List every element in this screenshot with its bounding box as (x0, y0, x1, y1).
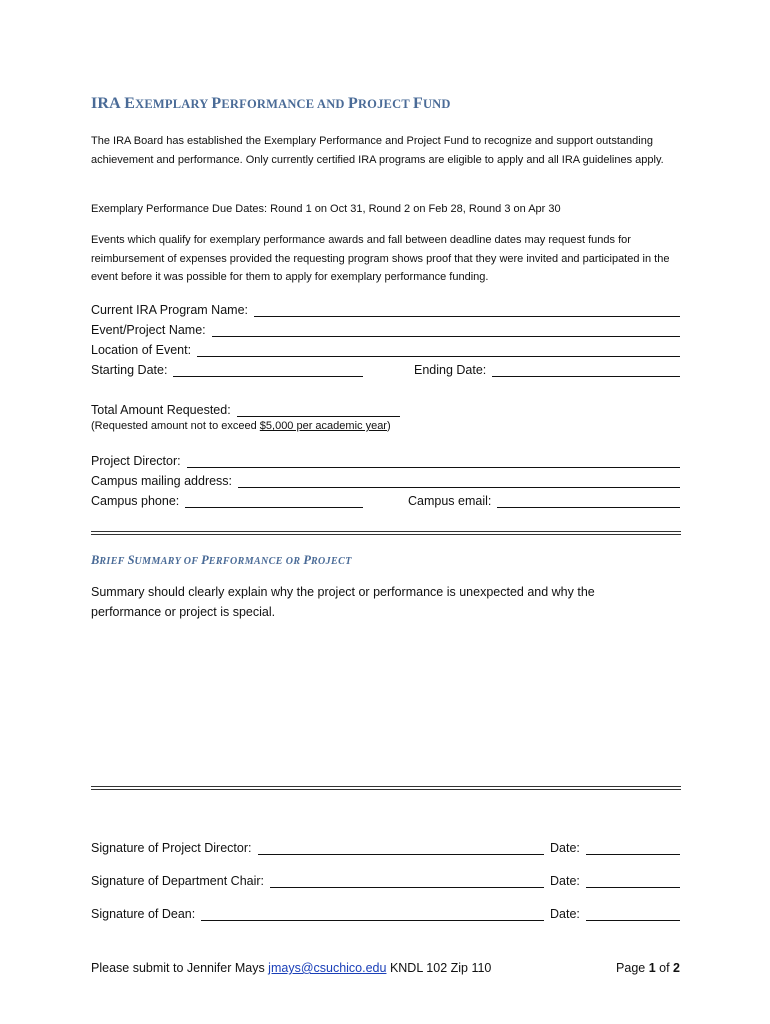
director-signature-row (91, 835, 544, 855)
summary-text-area[interactable] (91, 630, 680, 785)
location-label: Location of Event: (91, 343, 192, 357)
contact-email-link[interactable]: jmays@csuchico.edu (268, 961, 387, 975)
chair-date-line[interactable] (586, 873, 680, 888)
dean-date-label: Date: (550, 907, 580, 921)
ending-date-input-line[interactable] (492, 362, 680, 377)
starting-date-input-line[interactable] (173, 362, 363, 377)
starting-date-row (91, 357, 363, 377)
dean-date-row (550, 901, 680, 921)
dean-date-line[interactable] (586, 906, 680, 921)
project-director-row (91, 448, 680, 468)
director-date-label: Date: (550, 841, 580, 855)
project-director-label: Project Director: (91, 454, 181, 468)
mailing-address-row (91, 468, 680, 488)
dean-signature-label: Signature of Dean: (91, 907, 196, 921)
submission-footer: Please submit to Jennifer Mays jmays@csuchico.edu KNDL 102 Zip 110 (91, 961, 492, 975)
event-name-input-line[interactable] (212, 322, 680, 337)
program-name-label: Current IRA Program Name: (91, 303, 248, 317)
section-divider (91, 531, 681, 535)
campus-email-row (408, 488, 680, 508)
chair-date-label: Date: (550, 874, 580, 888)
events-note-paragraph: Events which qualify for exemplary performance awards and fall between deadline dates may request funds for reimbursement of expenses provided the requesting program shows proof that they were invited and participated in the event before it was possible for them to apply for exemplary performance funding. (91, 234, 670, 283)
chair-date-row (550, 868, 680, 888)
total-amount-label: Total Amount Requested: (91, 403, 231, 417)
program-name-input-line[interactable] (254, 302, 680, 317)
project-director-input-line[interactable] (187, 453, 680, 468)
event-name-row (91, 317, 680, 337)
director-signature-line[interactable] (258, 840, 545, 855)
campus-email-label: Campus email: (408, 494, 492, 508)
campus-phone-label: Campus phone: (91, 494, 180, 508)
campus-email-input-line[interactable] (497, 493, 680, 508)
dean-signature-row (91, 901, 544, 921)
director-signature-label: Signature of Project Director: (91, 841, 252, 855)
due-dates-text: Exemplary Performance Due Dates: Round 1 on Oct 31, Round 2 on Feb 28, Round 3 on Apr 30 (91, 203, 561, 215)
campus-phone-row (91, 488, 363, 508)
amount-limit-value: $5,000 per academic year (259, 420, 387, 432)
location-input-line[interactable] (197, 342, 680, 357)
total-amount-row (91, 397, 400, 417)
chair-signature-line[interactable] (270, 873, 544, 888)
summary-bottom-divider (91, 786, 681, 790)
event-name-label: Event/Project Name: (91, 323, 206, 337)
mailing-address-label: Campus mailing address: (91, 474, 233, 488)
ending-date-label: Ending Date: (414, 363, 487, 377)
campus-phone-input-line[interactable] (185, 493, 363, 508)
dean-signature-line[interactable] (201, 906, 544, 921)
chair-signature-label: Signature of Department Chair: (91, 874, 265, 888)
chair-signature-row (91, 868, 544, 888)
mailing-address-input-line[interactable] (238, 473, 680, 488)
director-date-line[interactable] (586, 840, 680, 855)
location-row (91, 337, 680, 357)
director-date-row (550, 835, 680, 855)
amount-limit-note: (Requested amount not to exceed $5,000 per academic year) (91, 420, 391, 432)
starting-date-label: Starting Date: (91, 363, 168, 377)
form-title: IRA EXEMPLARY PERFORMANCE AND PROJECT FUND (91, 95, 451, 112)
ending-date-row (414, 357, 680, 377)
summary-instruction: Summary should clearly explain why the project or performance is unexpected and why the performance or project is special. (91, 585, 595, 619)
summary-section-heading: BRIEF SUMMARY OF PERFORMANCE OR PROJECT (91, 553, 352, 567)
page-number: Page 1 of 2 (616, 961, 680, 975)
total-amount-input-line[interactable] (237, 402, 400, 417)
program-name-row (91, 297, 680, 317)
intro-paragraph: The IRA Board has established the Exemplary Performance and Project Fund to recognize and support outstanding achievement and performance. Only currently certified IRA programs are eligible to apply and all IRA guidelines apply. (91, 135, 664, 166)
